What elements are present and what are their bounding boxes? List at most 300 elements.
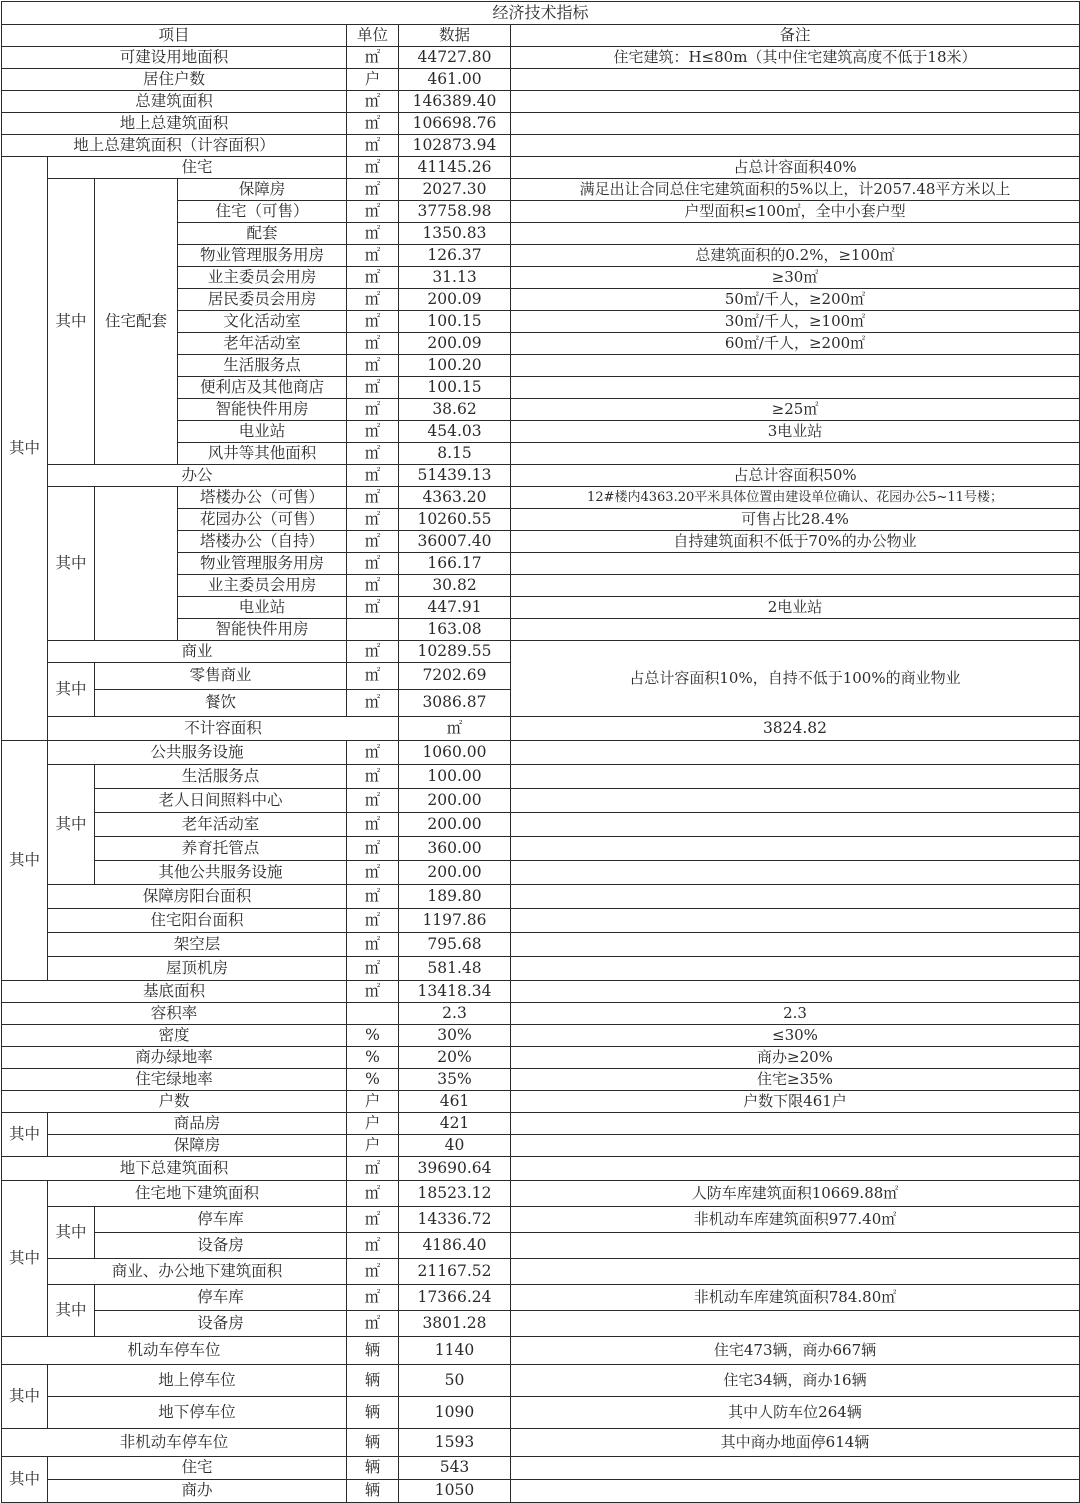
row-unit: % — [347, 1047, 399, 1069]
row-unit: ㎡ — [347, 741, 399, 765]
row-item: 密度 — [2, 1025, 347, 1047]
table-row — [2, 1337, 1080, 1365]
row-item: 塔楼办公（自持） — [178, 531, 347, 553]
row-value: 1050 — [399, 1480, 511, 1503]
row-unit — [347, 619, 399, 641]
row-item: 生活服务点 — [95, 765, 347, 789]
row-item: 基底面积 — [2, 981, 347, 1003]
row-item: 物业管理服务用房 — [178, 553, 347, 575]
row-item: 物业管理服务用房 — [178, 245, 347, 267]
row-note: 30㎡/千人，≥100㎡ — [511, 311, 1080, 333]
row-unit: ㎡ — [347, 957, 399, 981]
row-unit: ㎡ — [347, 289, 399, 311]
table-row — [2, 1025, 1080, 1047]
row-value: 126.37 — [399, 245, 511, 267]
row-note — [511, 113, 1080, 135]
row-value: 200.00 — [399, 861, 511, 885]
row-note — [511, 1259, 1080, 1285]
row-item: 容积率 — [2, 1003, 347, 1025]
row-note — [511, 1480, 1080, 1503]
row-value: 3824.82 — [511, 717, 1080, 741]
table-row — [2, 1135, 1080, 1157]
row-unit: ㎡ — [347, 333, 399, 355]
row-item: 电业站 — [178, 597, 347, 619]
row-item: 住宅地下建筑面积 — [48, 1181, 347, 1207]
row-value: 461 — [399, 1091, 511, 1113]
row-value: 41145.26 — [399, 157, 511, 179]
row-note — [511, 1135, 1080, 1157]
row-unit: 辆 — [347, 1337, 399, 1365]
row-note: 60㎡/千人，≥200㎡ — [511, 333, 1080, 355]
row-unit: ㎡ — [347, 443, 399, 465]
row-value: 1060.00 — [399, 741, 511, 765]
row-unit: ㎡ — [347, 861, 399, 885]
row-item: 住宅 — [48, 1457, 347, 1480]
row-item: 地下总建筑面积 — [2, 1157, 347, 1181]
row-item: 户数 — [2, 1091, 347, 1113]
table-header-row — [2, 25, 1080, 47]
table-title-row — [2, 2, 1080, 25]
row-value: 163.08 — [399, 619, 511, 641]
row-value: 37758.98 — [399, 201, 511, 223]
table-row — [2, 1207, 1080, 1233]
row-unit: 辆 — [347, 1480, 399, 1503]
row-item: 地上总建筑面积（计容面积） — [2, 135, 347, 157]
row-item: 商业 — [48, 641, 347, 663]
row-unit: ㎡ — [347, 553, 399, 575]
row-value: 4186.40 — [399, 1233, 511, 1259]
row-unit: 户 — [347, 1135, 399, 1157]
row-item: 公共服务设施 — [48, 741, 347, 765]
row-note — [511, 837, 1080, 861]
row-note: 商办≥20% — [511, 1047, 1080, 1069]
economic-indicators-table — [1, 1, 1080, 1503]
table-row — [2, 1457, 1080, 1480]
row-note — [511, 741, 1080, 765]
table-row — [2, 933, 1080, 957]
row-item: 文化活动室 — [178, 311, 347, 333]
row-value: 200.09 — [399, 289, 511, 311]
table-row — [2, 1181, 1080, 1207]
row-note — [511, 91, 1080, 113]
row-unit: ㎡ — [347, 487, 399, 509]
row-note — [511, 1233, 1080, 1259]
row-value: 10260.55 — [399, 509, 511, 531]
row-value: 35% — [399, 1069, 511, 1091]
row-value: 146389.40 — [399, 91, 511, 113]
table-row — [2, 179, 1080, 201]
row-item: 智能快件用房 — [178, 619, 347, 641]
row-note — [511, 69, 1080, 91]
table-row — [2, 1429, 1080, 1457]
row-value: 543 — [399, 1457, 511, 1480]
row-unit: ㎡ — [347, 690, 399, 717]
row-note: ≤30% — [511, 1025, 1080, 1047]
row-unit: ㎡ — [347, 245, 399, 267]
row-item: 架空层 — [48, 933, 347, 957]
row-note — [511, 765, 1080, 789]
row-unit: ㎡ — [347, 201, 399, 223]
row-value: 100.15 — [399, 311, 511, 333]
row-item: 机动车停车位 — [2, 1337, 347, 1365]
row-note: 50㎡/千人，≥200㎡ — [511, 289, 1080, 311]
table-row — [2, 981, 1080, 1003]
row-unit: ㎡ — [347, 663, 399, 690]
row-item: 不计容面积 — [48, 717, 399, 741]
row-note — [511, 789, 1080, 813]
row-item: 地下停车位 — [48, 1397, 347, 1429]
row-note: 户数下限461户 — [511, 1091, 1080, 1113]
row-note: 户型面积≤100㎡，全中小套户型 — [511, 201, 1080, 223]
row-note — [511, 933, 1080, 957]
row-value: 44727.80 — [399, 47, 511, 69]
row-unit: ㎡ — [347, 91, 399, 113]
row-note: 人防车库建筑面积10669.88㎡ — [511, 1181, 1080, 1207]
row-note: 住宅建筑：H≤80m（其中住宅建筑高度不低于18米） — [511, 47, 1080, 69]
row-note: 3电业站 — [511, 421, 1080, 443]
row-value: 21167.52 — [399, 1259, 511, 1285]
row-unit: ㎡ — [347, 223, 399, 245]
row-note — [511, 861, 1080, 885]
row-note: 占总计容面积10%，自持不低于100%的商业物业 — [511, 641, 1080, 717]
row-unit: ㎡ — [347, 981, 399, 1003]
row-item: 居住户数 — [2, 69, 347, 91]
row-item: 业主委员会用房 — [178, 267, 347, 289]
row-note — [511, 443, 1080, 465]
row-value: 3086.87 — [399, 690, 511, 717]
row-unit: ㎡ — [347, 135, 399, 157]
row-value: 4363.20 — [399, 487, 511, 509]
table-row — [2, 135, 1080, 157]
row-unit: ㎡ — [347, 933, 399, 957]
table-title: 经济技术指标 — [2, 2, 1080, 25]
row-value: 36007.40 — [399, 531, 511, 553]
header-item: 项目 — [2, 25, 347, 47]
table-row — [2, 909, 1080, 933]
row-unit: ㎡ — [347, 421, 399, 443]
table-row — [2, 957, 1080, 981]
row-item: 配套 — [178, 223, 347, 245]
row-item: 养育托管点 — [95, 837, 347, 861]
row-value: 200.00 — [399, 813, 511, 837]
table-row — [2, 1311, 1080, 1337]
row-note — [511, 885, 1080, 909]
row-unit: ㎡ — [347, 1285, 399, 1311]
row-note — [511, 575, 1080, 597]
row-value: 454.03 — [399, 421, 511, 443]
group-label-qizhong: 其中 — [48, 663, 95, 717]
row-value: 166.17 — [399, 553, 511, 575]
table-row — [2, 157, 1080, 179]
row-item: 地上停车位 — [48, 1365, 347, 1397]
row-item: 商业、办公地下建筑面积 — [48, 1259, 347, 1285]
row-item: 餐饮 — [95, 690, 347, 717]
row-item: 屋顶机房 — [48, 957, 347, 981]
row-note — [511, 223, 1080, 245]
table-row — [2, 113, 1080, 135]
row-item: 智能快件用房 — [178, 399, 347, 421]
row-item: 住宅绿地率 — [2, 1069, 347, 1091]
row-unit: ㎡ — [347, 1259, 399, 1285]
row-value: 1197.86 — [399, 909, 511, 933]
row-item: 停车库 — [95, 1207, 347, 1233]
row-unit: ㎡ — [347, 355, 399, 377]
row-value: 2.3 — [399, 1003, 511, 1025]
table-row — [2, 465, 1080, 487]
row-item: 电业站 — [178, 421, 347, 443]
row-item: 业主委员会用房 — [178, 575, 347, 597]
row-unit: ㎡ — [347, 597, 399, 619]
table-row — [2, 1157, 1080, 1181]
table-row — [2, 1047, 1080, 1069]
row-note — [511, 1113, 1080, 1135]
row-note: 2电业站 — [511, 597, 1080, 619]
row-value: 461.00 — [399, 69, 511, 91]
row-unit: ㎡ — [347, 789, 399, 813]
row-unit: ㎡ — [347, 267, 399, 289]
row-item: 非机动车停车位 — [2, 1429, 347, 1457]
row-unit: ㎡ — [347, 465, 399, 487]
row-value: 17366.24 — [399, 1285, 511, 1311]
row-value: 200.00 — [399, 789, 511, 813]
table-row — [2, 741, 1080, 765]
row-unit: ㎡ — [347, 641, 399, 663]
row-item: 办公 — [48, 465, 347, 487]
row-value: 30.82 — [399, 575, 511, 597]
row-value: 1350.83 — [399, 223, 511, 245]
row-value: 39690.64 — [399, 1157, 511, 1181]
row-note — [511, 355, 1080, 377]
row-unit: ㎡ — [347, 47, 399, 69]
row-value: 40 — [399, 1135, 511, 1157]
row-unit: ㎡ — [347, 157, 399, 179]
table-row — [2, 1480, 1080, 1503]
row-note: 非机动车库建筑面积784.80㎡ — [511, 1285, 1080, 1311]
row-value: 795.68 — [399, 933, 511, 957]
group-label-qizhong: 其中 — [48, 487, 95, 641]
group-label-qizhong: 其中 — [2, 157, 48, 741]
row-value: 1593 — [399, 1429, 511, 1457]
table-row — [2, 641, 1080, 663]
row-unit: ㎡ — [347, 575, 399, 597]
row-unit: 辆 — [347, 1457, 399, 1480]
header-value: 数据 — [399, 25, 511, 47]
table-row — [2, 1285, 1080, 1311]
row-unit: 辆 — [347, 1397, 399, 1429]
row-note — [511, 957, 1080, 981]
group-label-qizhong: 其中 — [48, 1285, 95, 1337]
row-unit: ㎡ — [347, 765, 399, 789]
table-row — [2, 837, 1080, 861]
row-note — [511, 135, 1080, 157]
row-item: 保障房阳台面积 — [48, 885, 347, 909]
row-value: 7202.69 — [399, 663, 511, 690]
row-note: 占总计容面积40% — [511, 157, 1080, 179]
row-unit: ㎡ — [347, 885, 399, 909]
group-label-qizhong: 其中 — [2, 1457, 48, 1503]
row-item: 商办绿地率 — [2, 1047, 347, 1069]
row-value: 14336.72 — [399, 1207, 511, 1233]
row-unit: ㎡ — [347, 813, 399, 837]
row-note: 满足出让合同总住宅建筑面积的5%以上，计2057.48平方米以上 — [511, 179, 1080, 201]
row-note: ≥25㎡ — [511, 399, 1080, 421]
row-unit: ㎡ — [347, 909, 399, 933]
row-value: 3801.28 — [399, 1311, 511, 1337]
row-unit: 辆 — [347, 1365, 399, 1397]
table-row — [2, 813, 1080, 837]
row-unit: ㎡ — [347, 1157, 399, 1181]
table-row — [2, 91, 1080, 113]
table-row — [2, 47, 1080, 69]
row-value: 31.13 — [399, 267, 511, 289]
row-note — [511, 813, 1080, 837]
row-item: 生活服务点 — [178, 355, 347, 377]
table-row — [2, 69, 1080, 91]
table-row — [2, 487, 1080, 509]
header-unit: 单位 — [347, 25, 399, 47]
row-item: 设备房 — [95, 1311, 347, 1337]
group-label-qizhong: 其中 — [48, 179, 95, 465]
row-unit: % — [347, 1069, 399, 1091]
row-note: 非机动车库建筑面积977.40㎡ — [511, 1207, 1080, 1233]
row-unit: ㎡ — [347, 509, 399, 531]
row-value: 1090 — [399, 1397, 511, 1429]
row-item: 老年活动室 — [95, 813, 347, 837]
group-label-qizhong: 其中 — [48, 1207, 95, 1259]
row-item: 商办 — [48, 1480, 347, 1503]
row-value: 38.62 — [399, 399, 511, 421]
row-item: 总建筑面积 — [2, 91, 347, 113]
row-value: 18523.12 — [399, 1181, 511, 1207]
row-item: 保障房 — [178, 179, 347, 201]
row-item: 花园办公（可售） — [178, 509, 347, 531]
row-note — [511, 1157, 1080, 1181]
row-note — [511, 377, 1080, 399]
row-note: 其中商办地面停614辆 — [511, 1429, 1080, 1457]
row-value: 100.15 — [399, 377, 511, 399]
row-unit: % — [347, 1025, 399, 1047]
row-item: 设备房 — [95, 1233, 347, 1259]
row-item: 塔楼办公（可售） — [178, 487, 347, 509]
row-note: ≥30㎡ — [511, 267, 1080, 289]
row-unit: 户 — [347, 1091, 399, 1113]
row-note — [511, 619, 1080, 641]
row-unit: ㎡ — [347, 179, 399, 201]
row-note — [511, 981, 1080, 1003]
row-unit: ㎡ — [347, 1207, 399, 1233]
row-item: 风井等其他面积 — [178, 443, 347, 465]
row-item: 零售商业 — [95, 663, 347, 690]
row-note: 住宅≥35% — [511, 1069, 1080, 1091]
row-value: 581.48 — [399, 957, 511, 981]
table-row — [2, 1259, 1080, 1285]
row-value: 20% — [399, 1047, 511, 1069]
row-item: 保障房 — [48, 1135, 347, 1157]
row-value: 360.00 — [399, 837, 511, 861]
row-unit: ㎡ — [347, 1181, 399, 1207]
row-value: 30% — [399, 1025, 511, 1047]
row-item: 商品房 — [48, 1113, 347, 1135]
row-note: 可售占比28.4% — [511, 509, 1080, 531]
table-row — [2, 1069, 1080, 1091]
row-unit: ㎡ — [347, 837, 399, 861]
row-unit: ㎡ — [399, 717, 511, 741]
row-unit — [347, 1003, 399, 1025]
row-note: 自持建筑面积不低于70%的办公物业 — [511, 531, 1080, 553]
row-unit: ㎡ — [347, 377, 399, 399]
group-label-qizhong: 其中 — [2, 741, 48, 981]
row-value: 106698.76 — [399, 113, 511, 135]
row-item: 其他公共服务设施 — [95, 861, 347, 885]
row-unit: ㎡ — [347, 311, 399, 333]
row-note — [511, 1457, 1080, 1480]
row-note: 住宅473辆，商办667辆 — [511, 1337, 1080, 1365]
row-value: 200.09 — [399, 333, 511, 355]
row-value: 421 — [399, 1113, 511, 1135]
row-value: 10289.55 — [399, 641, 511, 663]
row-note: 占总计容面积50% — [511, 465, 1080, 487]
row-item: 停车库 — [95, 1285, 347, 1311]
row-item: 便利店及其他商店 — [178, 377, 347, 399]
table-row — [2, 1091, 1080, 1113]
row-value: 189.80 — [399, 885, 511, 909]
row-value: 100.00 — [399, 765, 511, 789]
table-row — [2, 1003, 1080, 1025]
row-value: 2027.30 — [399, 179, 511, 201]
row-note: 总建筑面积的0.2%，≥100㎡ — [511, 245, 1080, 267]
table-row — [2, 765, 1080, 789]
row-value: 8.15 — [399, 443, 511, 465]
row-unit: ㎡ — [347, 531, 399, 553]
row-unit: 户 — [347, 1113, 399, 1135]
row-note: 住宅34辆，商办16辆 — [511, 1365, 1080, 1397]
table-row — [2, 789, 1080, 813]
table-row — [2, 861, 1080, 885]
table-row — [2, 1233, 1080, 1259]
row-item: 老人日间照料中心 — [95, 789, 347, 813]
table-row — [2, 1113, 1080, 1135]
row-note: 其中人防车位264辆 — [511, 1397, 1080, 1429]
row-unit: ㎡ — [347, 1311, 399, 1337]
row-unit: ㎡ — [347, 1233, 399, 1259]
row-item: 居民委员会用房 — [178, 289, 347, 311]
row-note — [511, 1311, 1080, 1337]
row-note — [511, 909, 1080, 933]
row-value: 447.91 — [399, 597, 511, 619]
row-unit: ㎡ — [347, 113, 399, 135]
table-row — [2, 1397, 1080, 1429]
row-value: 102873.94 — [399, 135, 511, 157]
group-label-qizhong: 其中 — [2, 1181, 48, 1337]
row-value: 13418.34 — [399, 981, 511, 1003]
header-note: 备注 — [511, 25, 1080, 47]
table-row — [2, 885, 1080, 909]
row-note: 12#楼内4363.20平米具体位置由建设单位确认、花园办公5~11号楼； — [511, 487, 1080, 509]
group-label-zhuzhai-peitao: 住宅配套 — [95, 179, 178, 465]
group-label-qizhong: 其中 — [48, 765, 95, 885]
row-value: 50 — [399, 1365, 511, 1397]
row-unit: 户 — [347, 69, 399, 91]
row-value: 100.20 — [399, 355, 511, 377]
row-unit: 辆 — [347, 1429, 399, 1457]
row-value: 1140 — [399, 1337, 511, 1365]
row-item: 住宅（可售） — [178, 201, 347, 223]
row-note: 2.3 — [511, 1003, 1080, 1025]
row-item: 地上总建筑面积 — [2, 113, 347, 135]
row-item: 可建设用地面积 — [2, 47, 347, 69]
row-item: 住宅 — [48, 157, 347, 179]
row-value: 51439.13 — [399, 465, 511, 487]
